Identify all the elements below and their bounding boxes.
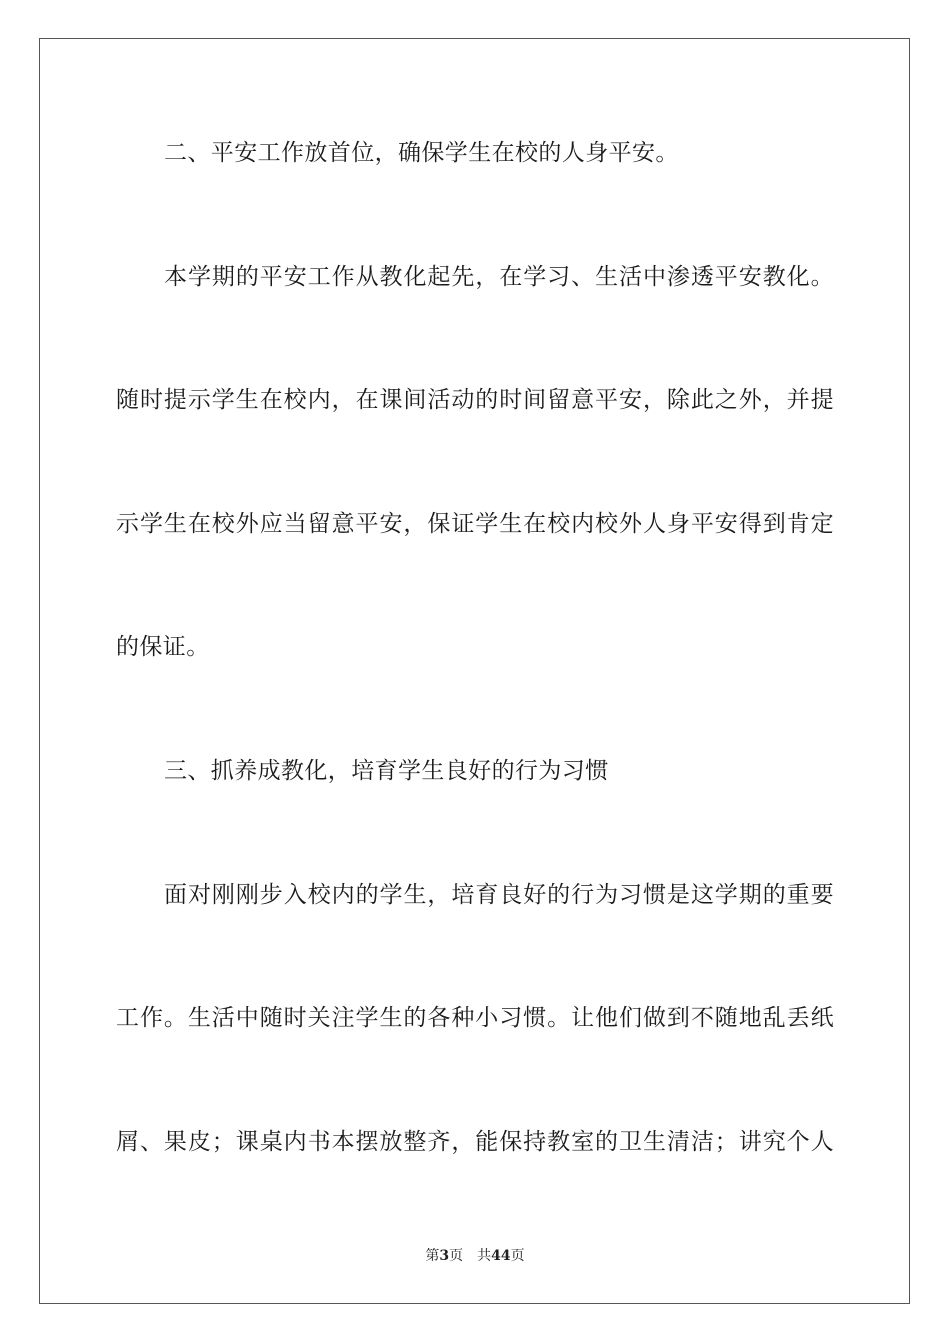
page-footer (0, 1246, 950, 1266)
paragraph-line: 本学期的平安工作从教化起先，在学习、生活中渗透平安教化。 (164, 264, 834, 290)
page-suffix: 页 (449, 1248, 464, 1264)
page-number: 3 (439, 1248, 450, 1264)
page-prefix: 第 (425, 1248, 440, 1264)
paragraph-line: 工作。生活中随时关注学生的各种小习惯。让他们做到不随地乱丢纸 (116, 1005, 834, 1031)
paragraph-line: 随时提示学生在校内，在课间活动的时间留意平安，除此之外，并提 (116, 387, 834, 413)
paragraph-line: 面对刚刚步入校内的学生，培育良好的行为习惯是这学期的重要 (164, 882, 834, 908)
section-heading-3: 三、抓养成教化，培育学生良好的行为习惯 (164, 758, 609, 784)
paragraph-line: 示学生在校外应当留意平安，保证学生在校内校外人身平安得到肯定 (116, 511, 834, 537)
paragraph-line: 的保证。 (116, 634, 210, 660)
total-pages: 44 (491, 1248, 511, 1264)
total-suffix: 页 (510, 1248, 525, 1264)
section-heading-2: 二、平安工作放首位，确保学生在校的人身平安。 (164, 140, 679, 166)
total-prefix: 共 (477, 1248, 492, 1264)
paragraph-line: 屑、果皮；课桌内书本摆放整齐，能保持教室的卫生清洁；讲究个人 (116, 1129, 834, 1155)
page-frame (39, 38, 910, 1304)
